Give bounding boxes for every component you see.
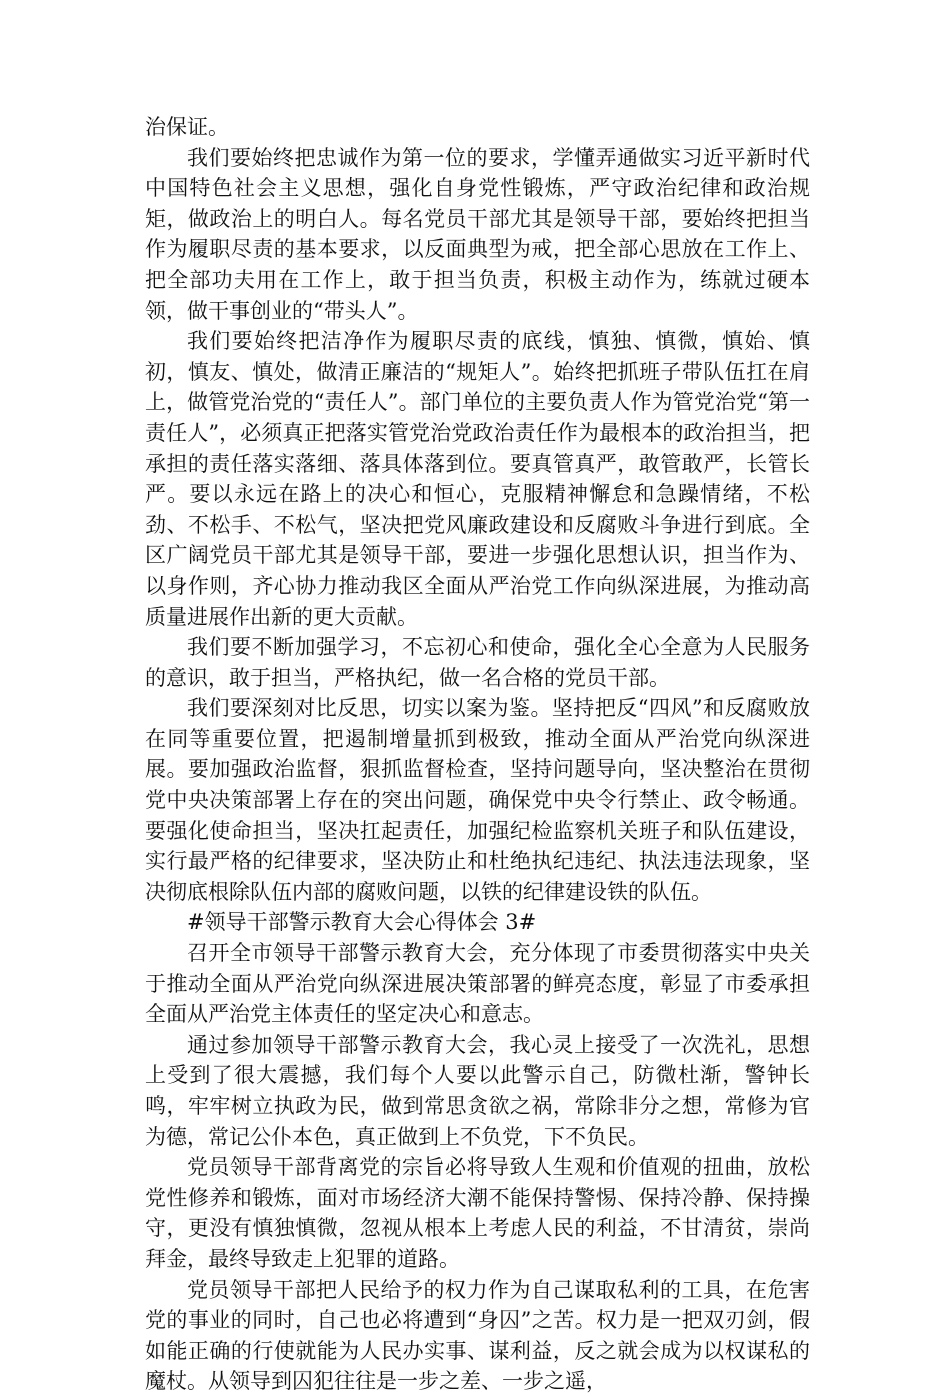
- paragraph-deviation: 党员领导干部背离党的宗旨必将导致人生观和价值观的扭曲，放松党性修养和锻炼，面对市场经济大潮不能保持警惕、保持冷静、保持操守，更没有慎独慎微，忽视从根本上考虑人民的利益，不甘清贫，崇尚拜金，最终导致走上犯罪的道路。: [145, 1155, 810, 1271]
- paragraph-conference: 召开全市领导干部警示教育大会，充分体现了市委贯彻落实中央关于推动全面从严治党向纵深进展决策部署的鲜亮态度，彰显了市委承担全面从严治党主体责任的坚定决心和意志。: [145, 941, 810, 1027]
- paragraph-reflection: 我们要深刻对比反思，切实以案为鉴。坚持把反“四风”和反腐败放在同等重要位置，把遏制增量抓到极致，推动全面从严治党向纵深进展。要加强政治监督，狠抓监督检查，坚持问题导向，坚决整治在贯彻党中央决策部署上存在的突出问题，确保党中央令行禁止、政令畅通。要强化使命担当，坚决扛起责任，加强纪检监察机关班子和队伍建设，实行最严格的纪律要求，坚决防止和杜绝执纪违纪、执法违法现象，坚决彻底根除队伍内部的腐败问题，以铁的纪律建设铁的队伍。: [145, 696, 810, 904]
- document-page: [145, 112, 810, 1397]
- paragraph-continuation: 治保证。: [145, 115, 229, 139]
- paragraph-power: 党员领导干部把人民给予的权力作为自己谋取私利的工具，在危害党的事业的同时，自己也必将遭到“身囚”之苦。权力是一把双刃剑，假如能正确的行使就能为人民办实事、谋利益，反之就会成为以权谋私的魔杖。从领导到囚犯往往是一步之差、一步之遥，: [145, 1277, 810, 1394]
- section-heading: #领导干部警示教育大会心得体会 3#: [187, 910, 537, 935]
- paragraph-learning: 我们要不断加强学习，不忘初心和使命，强化全心全意为人民服务的意识，敢于担当，严格执纪，做一名合格的党员干部。: [145, 635, 810, 690]
- paragraph-baptism: 通过参加领导干部警示教育大会，我心灵上接受了一次洗礼，思想上受到了很大震撼，我们每个人要以此警示自己，防微杜渐，警钟长鸣，牢牢树立执政为民，做到常思贪欲之祸，常除非分之想，常修为官为德，常记公仆本色，真正做到上不负党，下不负民。: [145, 1032, 810, 1149]
- paragraph-loyalty: 我们要始终把忠诚作为第一位的要求，学懂弄通做实习近平新时代中国特色社会主义思想，强化自身党性锻炼，严守政治纪律和政治规矩，做政治上的明白人。每名党员干部尤其是领导干部，要始终把担当作为履职尽责的基本要求，以反面典型为戒，把全部心思放在工作上、把全部功夫用在工作上，敢于担当负责，积极主动作为，练就过硬本领，做干事创业的“带头人”。: [145, 145, 810, 323]
- paragraph-integrity: 我们要始终把洁净作为履职尽责的底线，慎独、慎微，慎始、慎初，慎友、慎处，做清正廉洁的“规矩人”。始终把抓班子带队伍扛在肩上，做管党治党的“责任人”。部门单位的主要负责人作为管党治党“第一责任人”，必须真正把落实管党治党政治责任作为最根本的政治担当，把承担的责任落实落细、落具体落到位。要真管真严，敢管敢严，长管长严。要以永远在路上的决心和恒心，克服精神懈怠和急躁情绪，不松劲、不松手、不松气，坚决把党风廉政建设和反腐败斗争进行到底。全区广阔党员干部尤其是领导干部，要进一步强化思想认识，担当作为、以身作则，齐心协力推动我区全面从严治党工作向纵深进展，为推动高质量进展作出新的更大贡献。: [145, 329, 810, 629]
